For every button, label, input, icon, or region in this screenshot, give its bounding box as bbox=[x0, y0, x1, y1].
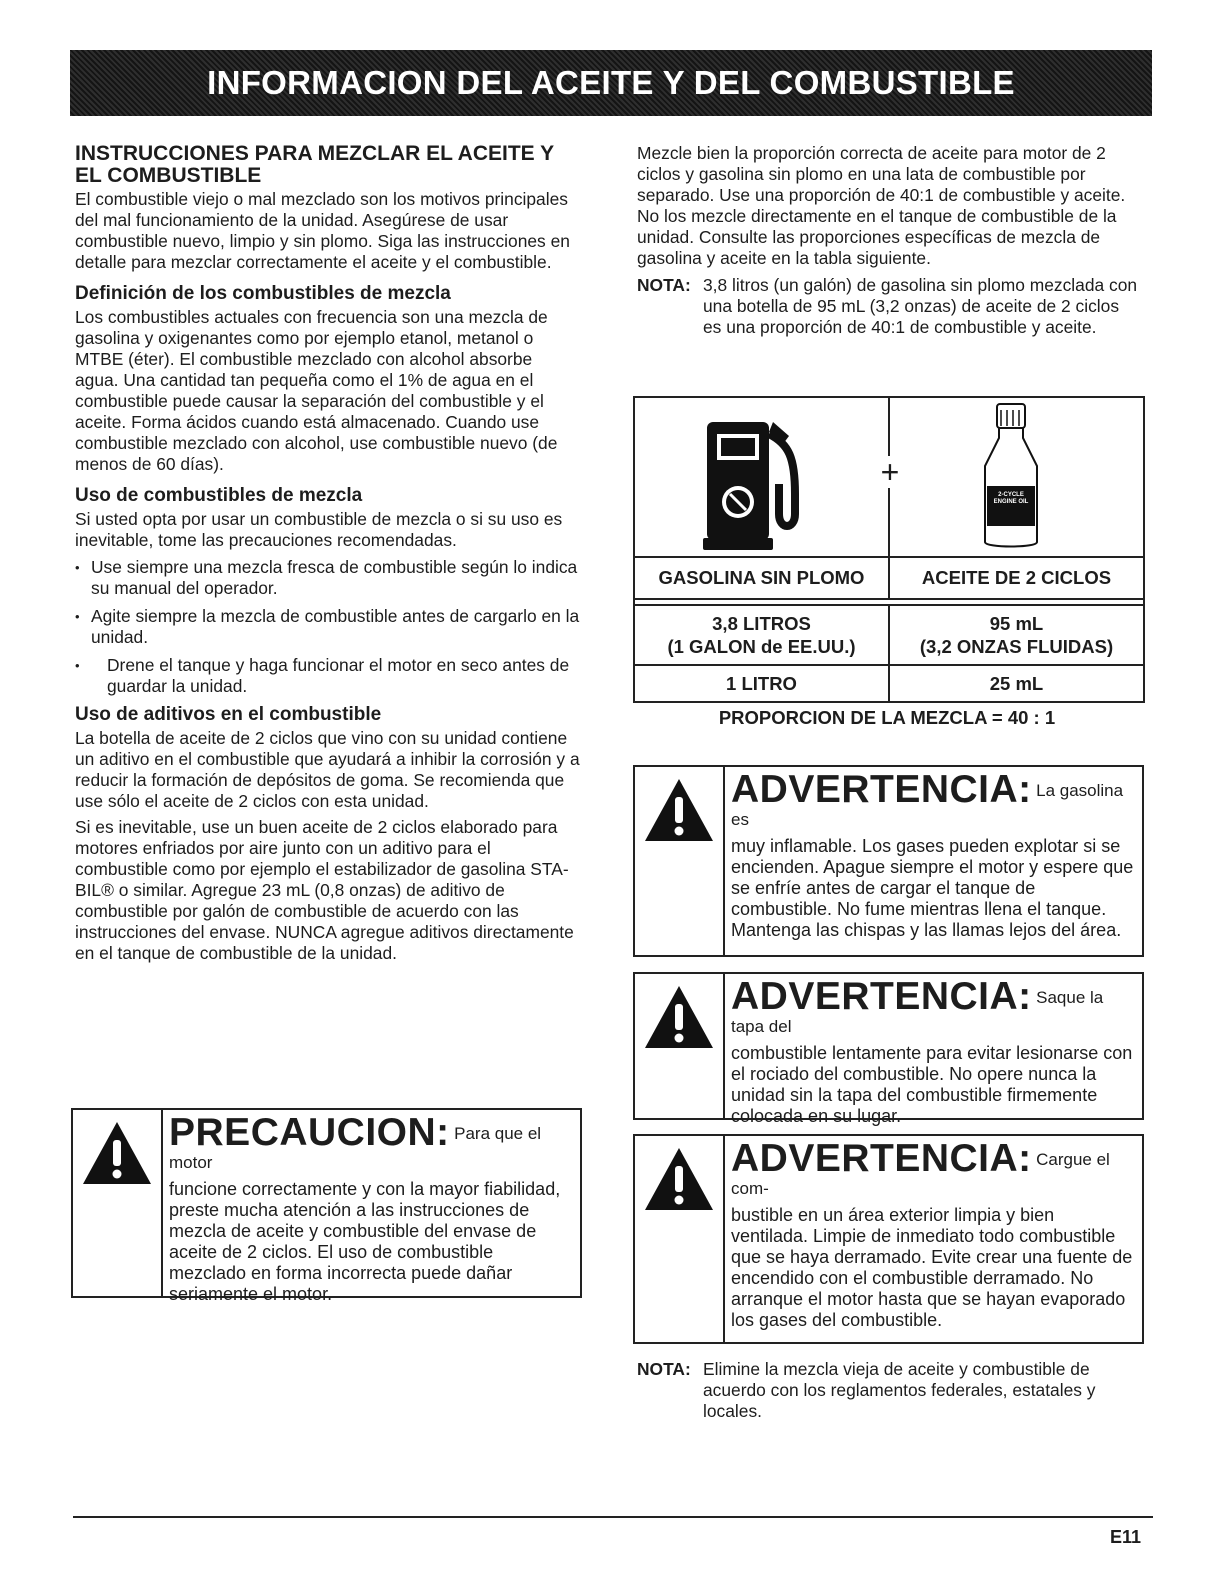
intro-paragraph: El combustible viejo o mal mezclado son los motivos principales del mal funcionamiento de la unidad. Asegúrese de usar combustible nuevo, limpio y sin plomo. Siga las instrucciones en detalle para mezclar correctamente el aceite y el combustible. bbox=[75, 189, 570, 272]
warning-box-1 bbox=[633, 765, 1144, 957]
warning-triangle-icon bbox=[81, 1120, 153, 1186]
caution-lead: Para que el motor bbox=[169, 1124, 542, 1172]
note-text: 3,8 litros (un galón) de gasolina sin plomo mezclada con una botella de 95 mL (3,2 onzas) de aceite de 2 ciclos es una proporción de 40:1 de combustible y aceite. bbox=[703, 275, 1138, 337]
table-header-row bbox=[635, 558, 1143, 600]
column-header-gasoline: GASOLINA SIN PLOMO bbox=[635, 558, 890, 598]
warning-lead: La gasolina es bbox=[731, 781, 1124, 829]
warning-box-2 bbox=[633, 972, 1144, 1126]
warning-signal-word: ADVERTENCIA: bbox=[731, 1137, 1032, 1180]
uso-paragraph: Si usted opta por usar un combustible de mezcla o si su uso es inevitable, tome las precauciones recomendadas. bbox=[75, 509, 563, 550]
warning-triangle-icon bbox=[643, 777, 715, 843]
page-number: E11 bbox=[1109, 1527, 1141, 1547]
table-cell-gasoline bbox=[635, 606, 890, 664]
caution-signal-word: PRECAUCION: bbox=[169, 1111, 450, 1154]
oil-bottle-cell bbox=[890, 398, 1143, 556]
warning-lead: Cargue el com- bbox=[731, 1150, 1110, 1198]
table-cell-oil bbox=[890, 606, 1143, 664]
note-text: Elimine la mezcla vieja de aceite y combustible de acuerdo con los reglamentos federales, estatales y locales. bbox=[703, 1359, 1096, 1421]
precaution-list bbox=[75, 557, 580, 697]
cell-line: (3,2 ONZAS FLUIDAS) bbox=[919, 636, 1114, 657]
list-item: • Use siempre una mezcla fresca de combustible según lo indica su manual del operador. bbox=[75, 557, 580, 599]
cell-line: 95 mL bbox=[989, 613, 1044, 634]
warning-icon-cell bbox=[635, 974, 725, 1118]
warning-text: combustible lentamente para evitar lesionarse con el rociado del combustible. No opere nunca la unidad sin la tapa del combustible firmemente colocada en su lugar. bbox=[731, 1043, 1133, 1126]
column-header-oil: ACEITE DE 2 CICLOS bbox=[921, 567, 1112, 588]
warning-lead: Saque la tapa del bbox=[731, 988, 1104, 1036]
aditivos-paragraph-2: Si es inevitable, use un buen aceite de 2 ciclos elaborado para motores enfriados por aire junto con un aditivo para el combustible como por ejemplo el estabilizador de gasolina STA-BIL® o similar. Agregue 23 mL (0,8 onzas) de aditivo de combustible por galón de combustible de acuerdo con las instrucciones del envase. NUNCA agregue aditivos directamente en el tanque de combustible de la unidad. bbox=[75, 817, 574, 963]
table-cell-oil: 25 mL bbox=[989, 673, 1044, 694]
gas-pump-cell bbox=[635, 398, 900, 556]
oil-bottle-icon bbox=[981, 402, 1041, 550]
section-heading: INSTRUCCIONES PARA MEZCLAR EL ACEITE Y EL COMBUSTIBLE bbox=[75, 142, 554, 187]
definition-paragraph: Los combustibles actuales con frecuencia son una mezcla de gasolina y oxigenantes como por ejemplo etanol, metanol o MTBE (éter). El combustible mezclado con alcohol absorbe agua. Una cantidad tan pequeña como el 1% de agua en el combustible puede causar la separación del combustible y el aceite. Forma ácidos cuando está almacenado. Cuando use combustible mezclado con alcohol, use combustible nuevo (de menos de 60 días). bbox=[75, 307, 558, 474]
plus-sign: + bbox=[878, 456, 902, 488]
footer-rule bbox=[73, 1516, 1153, 1518]
mix-ratio-caption: PROPORCION DE LA MEZCLA = 40 : 1 bbox=[718, 707, 1056, 728]
warning-triangle-icon bbox=[643, 984, 715, 1050]
page-banner-title: INFORMACION DEL ACEITE Y DEL COMBUSTIBLE bbox=[70, 50, 1152, 116]
note-label: NOTA: bbox=[637, 1359, 691, 1379]
warning-triangle-icon bbox=[643, 1146, 715, 1212]
note-2 bbox=[637, 1359, 1142, 1422]
mix-intro-paragraph: Mezcle bien la proporción correcta de aceite para motor de 2 ciclos y gasolina sin plomo en una lata de combustible por separado. Use una proporción de 40:1 de combustible y aceite. No los mezcle directamente en el tanque de combustible de la unidad. Consulte las proporciones específicas de mezcla de gasolina y aceite en la tabla siguiente. bbox=[637, 143, 1126, 268]
cell-line: (1 GALON de EE.UU.) bbox=[667, 636, 856, 657]
right-column bbox=[637, 143, 1142, 338]
caution-text: funcione correctamente y con la mayor fiabilidad, preste mucha atención a las instrucciones de mezcla de aceite y combustible del envase de aceite de 2 ciclos. El uso de combustible mezclado en forma incorrecta puede dañar seriamente el motor. bbox=[169, 1179, 561, 1304]
warning-icon-cell bbox=[635, 1136, 725, 1342]
warning-icon-cell bbox=[635, 767, 725, 955]
subheading-definition: Definición de los combustibles de mezcla bbox=[75, 283, 451, 304]
caution-icon-cell bbox=[73, 1110, 163, 1296]
warning-signal-word: ADVERTENCIA: bbox=[731, 768, 1032, 811]
list-item: • Drene el tanque y haga funcionar el motor en seco antes de guardar la unidad. bbox=[75, 655, 580, 697]
note-1 bbox=[637, 275, 1142, 338]
cell-line: 3,8 LITROS bbox=[712, 613, 811, 634]
warning-signal-word: ADVERTENCIA: bbox=[731, 975, 1032, 1018]
list-item: • Agite siempre la mezcla de combustible antes de cargarlo en la unidad. bbox=[75, 606, 580, 648]
table-cell-gasoline: 1 LITRO bbox=[635, 666, 890, 701]
warning-text: muy inflamable. Los gases pueden explotar si se encienden. Apague siempre el motor y espere que se enfríe antes de cargar el tanque de combustible. No fume mientras llena el tanque. Mantenga las chispas y las llamas lejos del área. bbox=[731, 836, 1134, 940]
caution-box bbox=[71, 1108, 582, 1304]
table-row bbox=[635, 604, 1143, 666]
subheading-uso: Uso de combustibles de mezcla bbox=[75, 485, 363, 506]
subheading-aditivos: Uso de aditivos en el combustible bbox=[75, 704, 382, 725]
unleaded-gas-pump-icon bbox=[703, 414, 803, 552]
mix-illustration-row bbox=[635, 398, 1143, 558]
aditivos-paragraph-1: La botella de aceite de 2 ciclos que vino con su unidad contiene un aditivo en el combustible que ayudará a inhibir la corrosión y a reducir la formación de depósitos de goma. Se recomienda que use sólo el aceite de 2 ciclos con esta unidad. bbox=[75, 728, 580, 811]
note-label: NOTA: bbox=[637, 275, 691, 295]
mix-ratio-table bbox=[633, 396, 1145, 703]
warning-box-3 bbox=[633, 1134, 1144, 1344]
left-column bbox=[75, 143, 580, 964]
warning-text: bustible en un área exterior limpia y bien ventilada. Limpie de inmediato todo combustible que se haya derramado. Evite crear una fuente de encendido con el combustible derramado. No arranque el motor hasta que se hayan evaporado los gases del combustible. bbox=[731, 1205, 1133, 1330]
table-row bbox=[635, 666, 1143, 701]
oil-bottle-label: 2-CYCLE ENGINE OIL bbox=[993, 492, 1029, 505]
